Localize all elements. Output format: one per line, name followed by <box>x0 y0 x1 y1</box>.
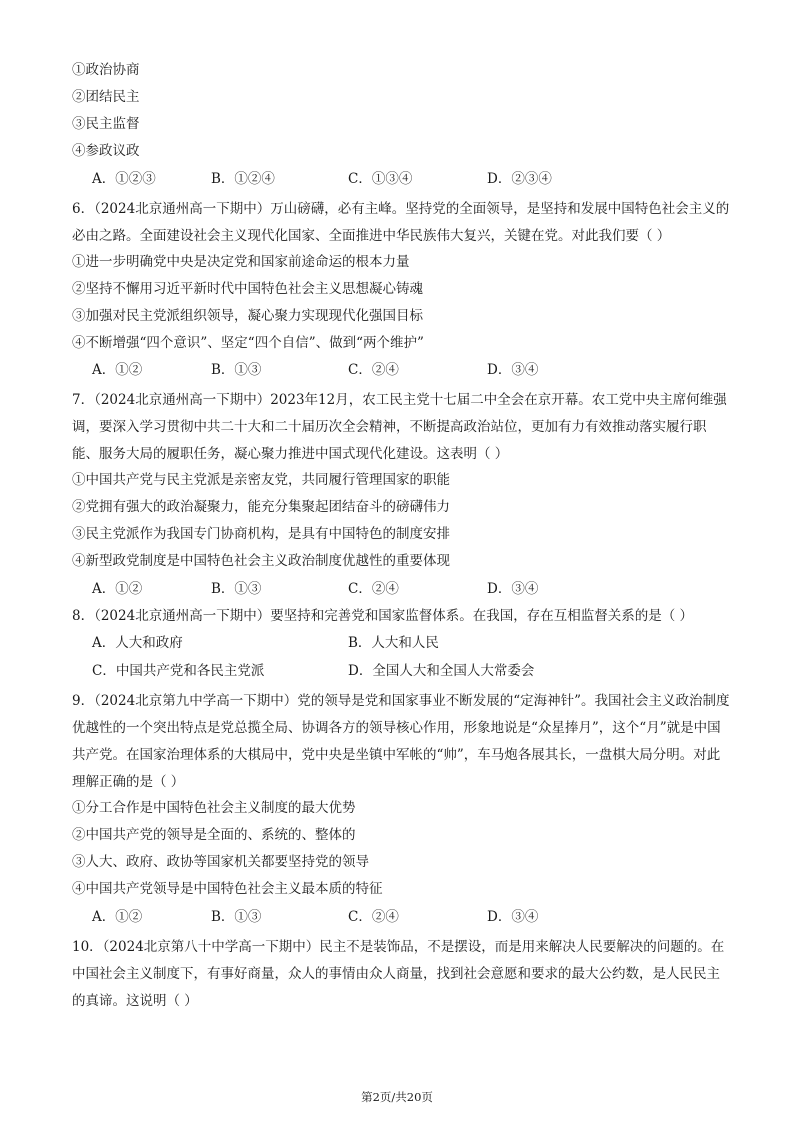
q7-item-2: ②党拥有强大的政治凝聚力，能充分集聚起团结奋斗的磅礴伟力 <box>72 499 450 515</box>
q9-option-c: C．②④ <box>348 909 399 925</box>
q5-item-2: ②团结民主 <box>72 89 140 105</box>
q6-item-3: ③加强对民主党派组织领导，凝心聚力实现现代化强国目标 <box>72 308 423 324</box>
q6-item-4: ④不断增强“四个意识”、坚定“四个自信”、做到“两个维护” <box>72 335 424 351</box>
q7-item-1: ①中国共产党与民主党派是亲密友党，共同履行管理国家的职能 <box>72 472 450 488</box>
q5-item-4: ④参政议政 <box>72 143 140 159</box>
q7-item-3: ③民主党派作为我国专门协商机构，是具有中国特色的制度安排 <box>72 526 450 542</box>
q6-option-d: D．③④ <box>487 362 539 378</box>
q8-option-a: A．人大和政府 <box>92 635 183 651</box>
q5-item-3: ③民主监督 <box>72 116 140 132</box>
q10-stem: 10．（2024北京第八十中学高一下期中）民主不是装饰品，不是摆设，而是用来解决人民要解决的问题的。在中国社会主义制度下，有事好商量，众人的事情由众人商量，找到社会意愿和要求的最大公约数，是人民民主的真谛。这说明（ ） <box>72 939 725 1009</box>
q9-item-2: ②中国共产党的领导是全面的、系统的、整体的 <box>72 827 356 843</box>
q9-option-a: A．①② <box>92 909 143 925</box>
page-number: 第2页/共20页 <box>361 1090 433 1104</box>
q5-option-d: D．②③④ <box>487 171 552 187</box>
q5-option-c: C．①③④ <box>348 171 413 187</box>
q6-stem: 6．（2024北京通州高一下期中）万山磅礴，必有主峰。坚持党的全面领导，是坚持和发展中国特色社会主义的必由之路。全面建设社会主义现代化国家、全面推进中华民族伟大复兴，关键在党。对此我们要（ ） <box>72 201 730 244</box>
q9-item-3: ③人大、政府、政协等国家机关都要坚持党的领导 <box>72 854 369 870</box>
q8-option-c: C．中国共产党和各民主党派 <box>92 663 265 679</box>
q7-option-c: C．②④ <box>348 581 399 597</box>
q8-stem: 8．（2024北京通州高一下期中）要坚持和完善党和国家监督体系。在我国，存在互相监督关系的是（ ） <box>72 608 693 624</box>
q7-stem: 7．（2024北京通州高一下期中）2023年12月，农工民主党十七届二中全会在京开幕。农工党中央主席何维强调，要深入学习贯彻中共二十大和二十届历次全会精神，不断提高政治站位，更加有力有效推动落实履行职能、服务大局的履职任务，凝心聚力推进中国式现代化建设。这表明（ ） <box>72 392 727 462</box>
q5-option-a: A．①②③ <box>92 171 156 187</box>
q6-item-2: ②坚持不懈用习近平新时代中国特色社会主义思想凝心铸魂 <box>72 281 423 297</box>
q9-item-4: ④中国共产党领导是中国特色社会主义最本质的特征 <box>72 881 383 897</box>
q6-item-1: ①进一步明确党中央是决定党和国家前途命运的根本力量 <box>72 254 410 270</box>
q7-option-b: B．①③ <box>211 581 262 597</box>
q5-item-1: ①政治协商 <box>72 62 140 78</box>
q9-option-b: B．①③ <box>211 909 262 925</box>
q8-option-d: D．全国人大和全国人大常委会 <box>348 663 535 679</box>
q7-item-4: ④新型政党制度是中国特色社会主义政治制度优越性的重要体现 <box>72 553 450 569</box>
q6-option-c: C．②④ <box>348 362 399 378</box>
q7-option-a: A．①② <box>92 581 143 597</box>
q6-option-b: B．①③ <box>211 362 262 378</box>
q6-option-a: A．①② <box>92 362 143 378</box>
q9-item-1: ①分工合作是中国特色社会主义制度的最大优势 <box>72 800 356 816</box>
q8-option-b: B．人大和人民 <box>348 635 439 651</box>
q5-option-b: B．①②④ <box>211 171 275 187</box>
q7-option-d: D．③④ <box>487 581 539 597</box>
q9-option-d: D．③④ <box>487 909 539 925</box>
q9-stem: 9．（2024北京第九中学高一下期中）党的领导是党和国家事业不断发展的“定海神针”。我国社会主义政治制度优越性的一个突出特点是党总揽全局、协调各方的领导核心作用，形象地说是“众星捧月”，这个“月”就是中国共产党。在国家治理体系的大棋局中，党中央是坐镇中军帐的“帅”，车马炮各展其长，一盘棋大局分明。对此理解正确的是（ ） <box>72 693 730 790</box>
